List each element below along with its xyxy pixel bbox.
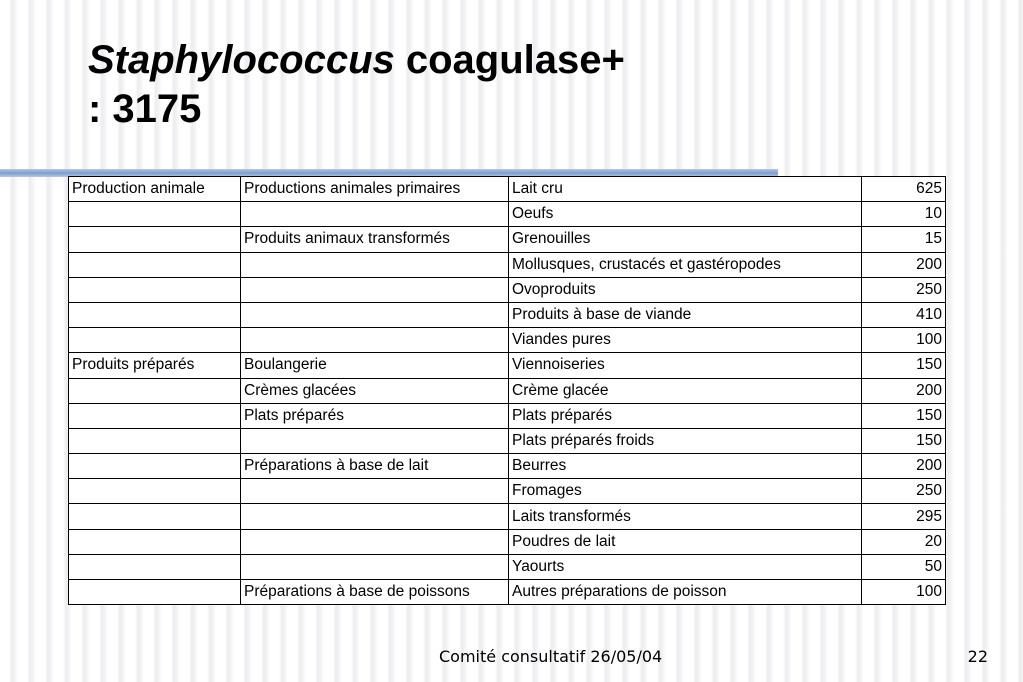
product-cell: Oeufs [509,202,862,227]
category-cell [69,554,241,579]
title-count: : 3175 [88,87,202,131]
category-cell: Produits préparés [69,353,241,378]
category-cell [69,328,241,353]
table-row [69,428,946,453]
product-cell: Fromages [509,479,862,504]
table-row [69,580,946,605]
subcategory-cell [241,277,509,302]
subcategory-cell: Productions animales primaires [241,177,509,202]
table-row [69,252,946,277]
subcategory-cell: Produits animaux transformés [241,227,509,252]
count-cell: 250 [862,479,946,504]
table-row [69,302,946,327]
count-cell: 410 [862,302,946,327]
count-cell: 200 [862,454,946,479]
category-cell [69,428,241,453]
category-cell [69,202,241,227]
subcategory-cell [241,428,509,453]
product-cell: Autres préparations de poisson [509,580,862,605]
subcategory-cell: Plats préparés [241,403,509,428]
count-cell: 10 [862,202,946,227]
category-cell [69,454,241,479]
product-cell: Laits transformés [509,504,862,529]
product-cell: Ovoproduits [509,277,862,302]
table-row [69,454,946,479]
count-cell: 20 [862,529,946,554]
count-cell: 250 [862,277,946,302]
count-cell: 150 [862,353,946,378]
subcategory-cell [241,529,509,554]
subcategory-cell [241,554,509,579]
slide-title [88,36,625,134]
subcategory-cell [241,302,509,327]
category-cell [69,479,241,504]
product-cell: Plats préparés froids [509,428,862,453]
subcategory-cell: Préparations à base de lait [241,454,509,479]
product-cell: Viennoiseries [509,353,862,378]
table-row [69,227,946,252]
count-cell: 150 [862,403,946,428]
table-row [69,202,946,227]
count-cell: 200 [862,252,946,277]
category-cell [69,504,241,529]
count-cell: 150 [862,428,946,453]
product-cell: Beurres [509,454,862,479]
data-table [68,176,946,605]
table-row [69,353,946,378]
subcategory-cell [241,479,509,504]
product-cell: Mollusques, crustacés et gastéropodes [509,252,862,277]
table-body [69,177,946,605]
count-cell: 295 [862,504,946,529]
product-cell: Viandes pures [509,328,862,353]
category-cell [69,227,241,252]
title-genus: Staphylococcus [88,38,395,82]
category-cell [69,378,241,403]
category-cell [69,580,241,605]
category-cell [69,302,241,327]
subcategory-cell: Préparations à base de poissons [241,580,509,605]
product-cell: Poudres de lait [509,529,862,554]
count-cell: 625 [862,177,946,202]
table-row [69,378,946,403]
subcategory-cell [241,202,509,227]
product-cell: Grenouilles [509,227,862,252]
table-row [69,328,946,353]
product-cell: Crème glacée [509,378,862,403]
subcategory-cell: Boulangerie [241,353,509,378]
footer-text: Comité consultatif 26/05/04 [439,647,663,666]
category-cell [69,277,241,302]
product-cell: Plats préparés [509,403,862,428]
count-cell: 200 [862,378,946,403]
table-row [69,504,946,529]
page-number: 22 [967,647,988,666]
subcategory-cell [241,504,509,529]
product-cell: Yaourts [509,554,862,579]
category-cell: Production animale [69,177,241,202]
subcategory-cell [241,328,509,353]
subcategory-cell [241,252,509,277]
subcategory-cell: Crèmes glacées [241,378,509,403]
category-cell [69,252,241,277]
title-qualifier: coagulase+ [394,38,625,82]
count-cell: 100 [862,328,946,353]
table-row [69,177,946,202]
category-cell [69,403,241,428]
category-cell [69,529,241,554]
table-row [69,529,946,554]
product-cell: Lait cru [509,177,862,202]
count-cell: 100 [862,580,946,605]
table-row [69,554,946,579]
table-row [69,403,946,428]
count-cell: 50 [862,554,946,579]
count-cell: 15 [862,227,946,252]
table-row [69,479,946,504]
product-cell: Produits à base de viande [509,302,862,327]
table-row [69,277,946,302]
